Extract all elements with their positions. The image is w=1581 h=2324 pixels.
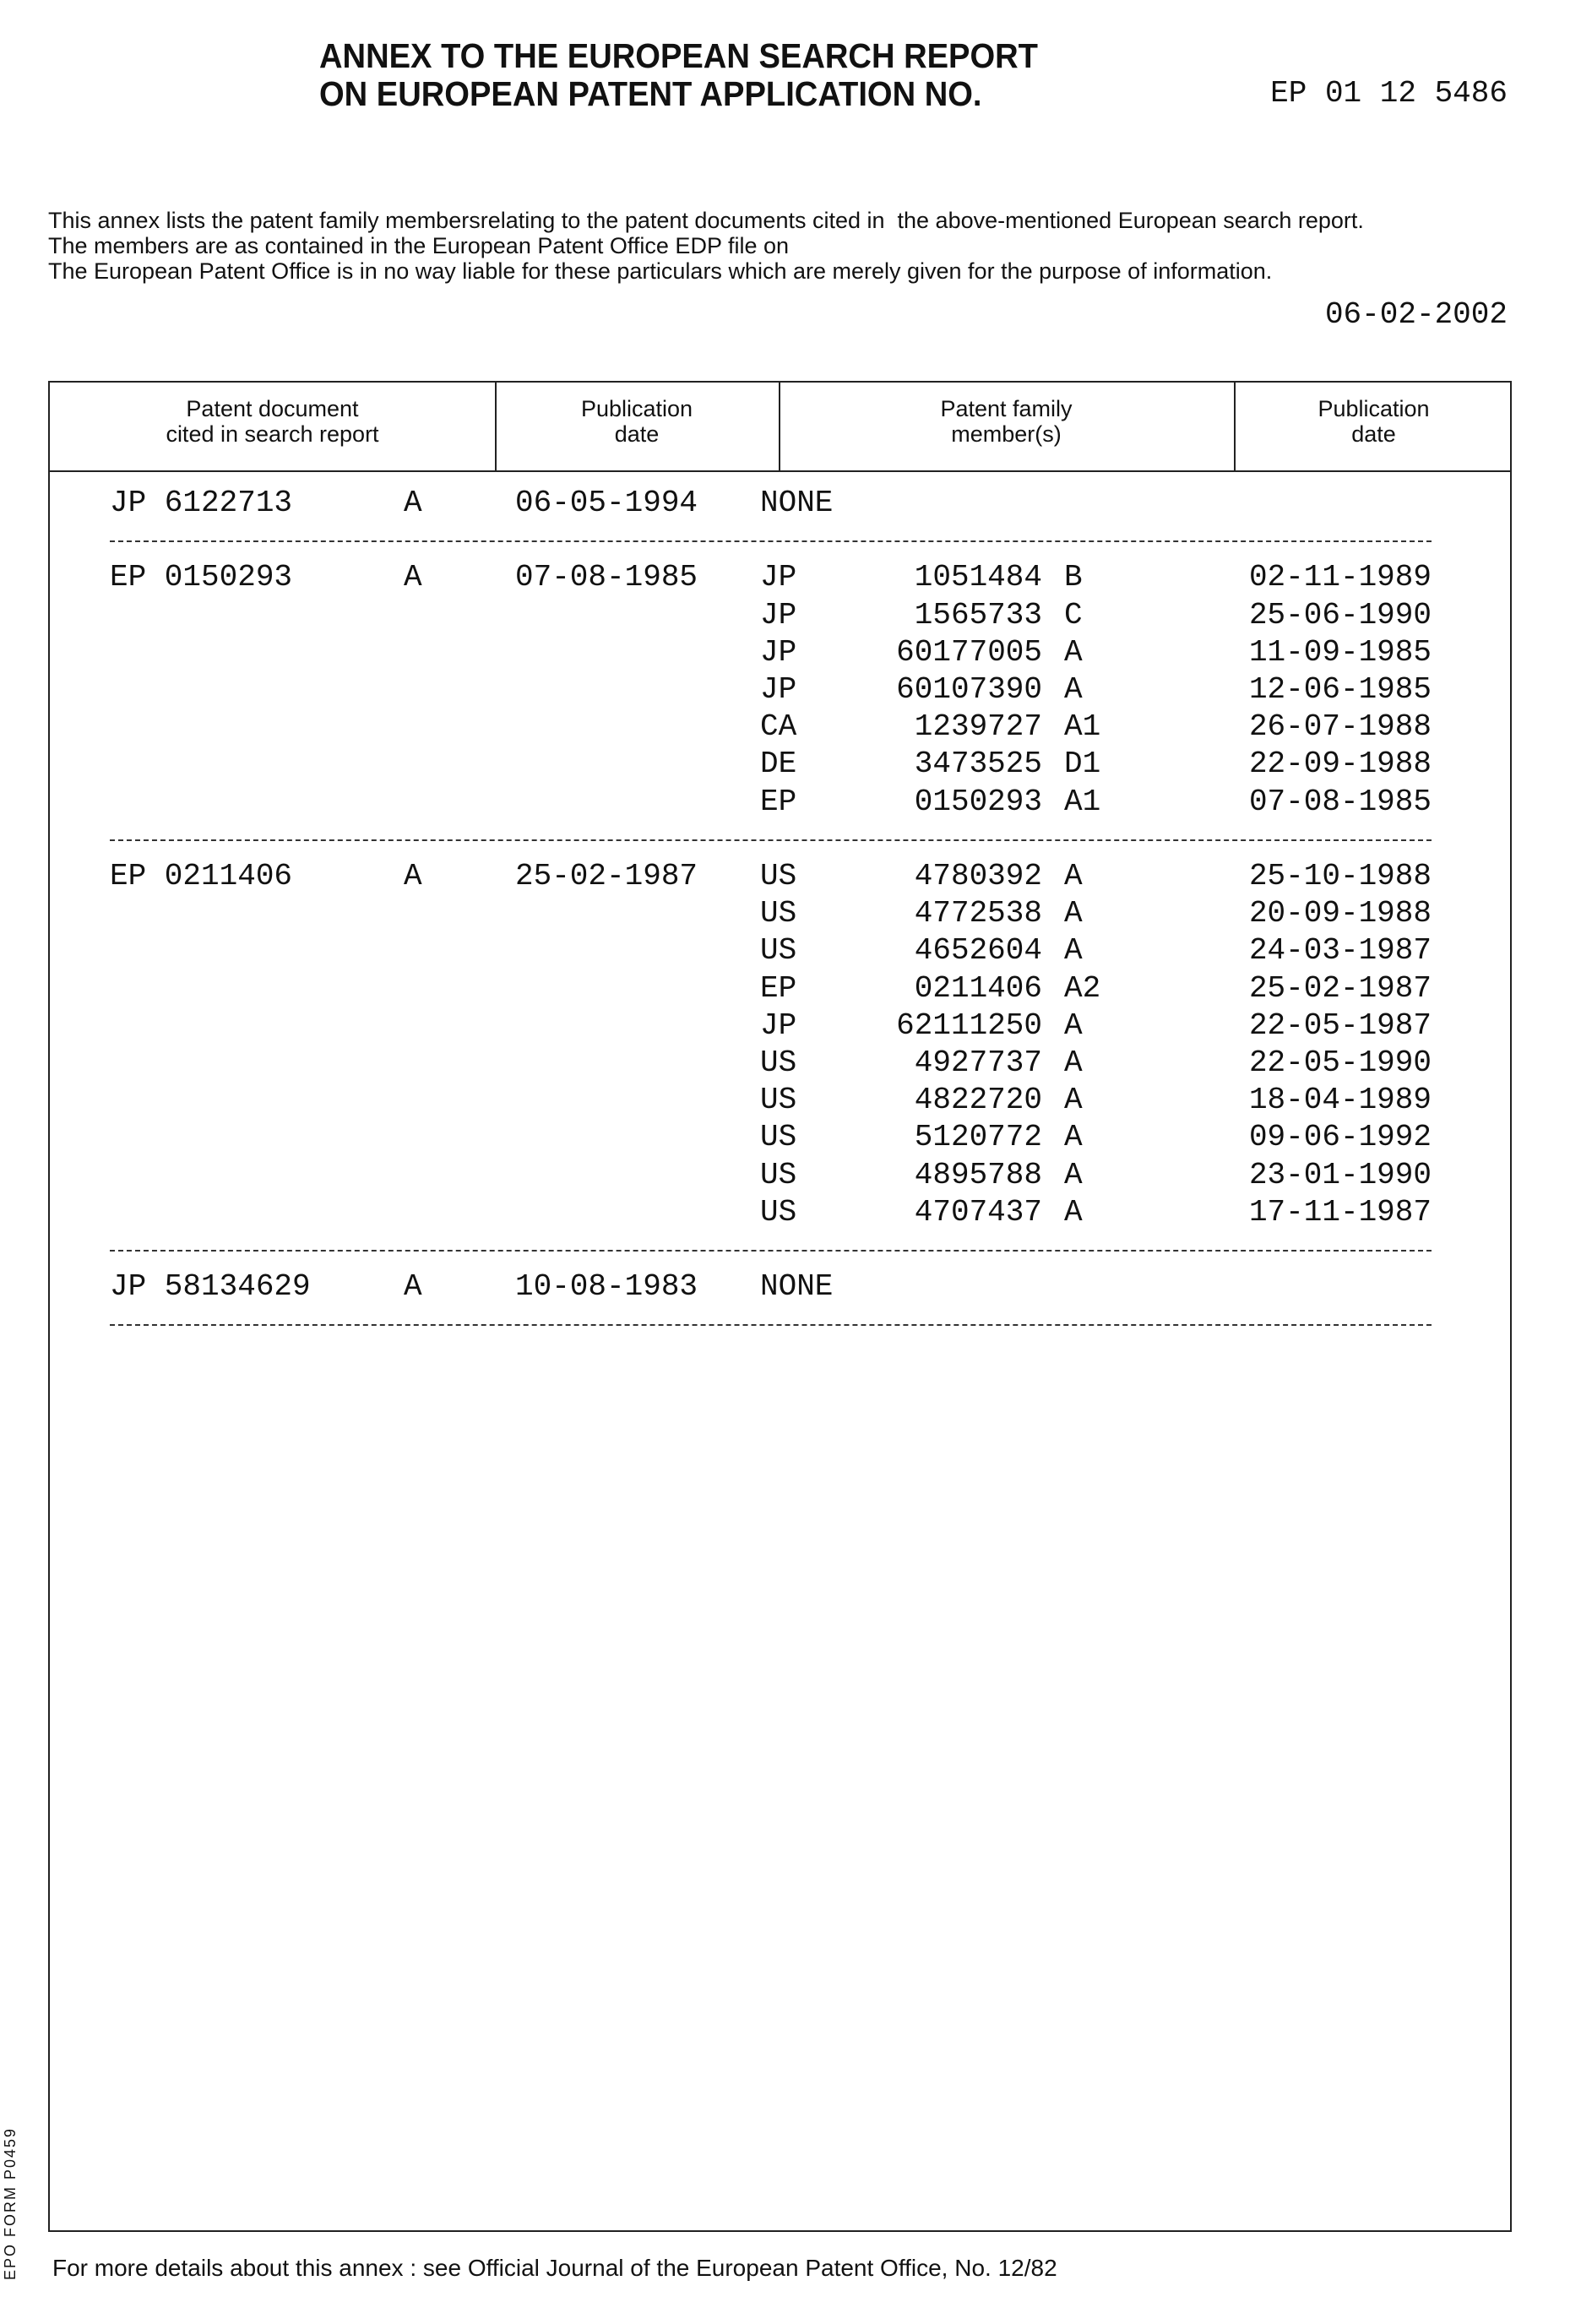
member-kind-code: A [1064,858,1083,895]
header-text: cited in search report [50,421,495,447]
member-country: JP [760,634,796,671]
intro-line-1: This annex lists the patent family membersrelating to the patent documents cited in the above-mentioned European search report. [48,208,1364,233]
member-publication-date: 11-09-1985 [1249,634,1432,671]
member-number: 0150293 [915,784,1042,821]
member-kind-code: A [1064,1082,1083,1119]
member-publication-date: 24-03-1987 [1249,932,1432,969]
member-country: JP [760,597,796,634]
header-text: Publication [495,396,779,421]
member-publication-date: 12-06-1985 [1249,671,1432,709]
member-kind-code: B [1064,559,1083,596]
member-number: 60177005 [896,634,1042,671]
member-publication-date: 22-09-1988 [1249,746,1432,783]
member-country: CA [760,709,796,746]
group-separator [110,1324,1432,1326]
cited-kind-code: A [404,559,422,596]
header-publication-date [495,396,779,447]
member-number: 5120772 [915,1119,1042,1156]
member-country: JP [760,559,796,596]
member-publication-date: 20-09-1988 [1249,895,1432,932]
member-kind-code: A [1064,1007,1083,1045]
cited-document: EP 0211406 [110,858,292,895]
member-number: 1565733 [915,597,1042,634]
group-separator [110,540,1432,542]
member-publication-date: 25-06-1990 [1249,597,1432,634]
member-publication-date: 07-08-1985 [1249,784,1432,821]
member-publication-date: 22-05-1990 [1249,1045,1432,1082]
member-kind-code: A [1064,1045,1083,1082]
member-country: US [760,1082,796,1119]
member-publication-date: 17-11-1987 [1249,1194,1432,1231]
member-publication-date: 09-06-1992 [1249,1119,1432,1156]
member-country: US [760,1194,796,1231]
member-number: 1051484 [915,559,1042,596]
member-publication-date: 22-05-1987 [1249,1007,1432,1045]
no-family-members: NONE [760,1268,833,1306]
cited-document: JP 6122713 [110,485,292,522]
header-text: Patent document [50,396,495,421]
member-number: 62111250 [896,1007,1042,1045]
cited-publication-date: 06-05-1994 [515,485,698,522]
member-country: EP [760,970,796,1007]
member-kind-code: A [1064,634,1083,671]
header-text: Publication [1234,396,1513,421]
group-separator [110,1250,1432,1252]
application-number: EP 01 12 5486 [1270,75,1508,112]
header-divider [50,470,1510,472]
cited-kind-code: A [404,485,422,522]
group-separator [110,839,1432,841]
header-text: date [1234,421,1513,447]
cited-kind-code: A [404,1268,422,1306]
cited-publication-date: 25-02-1987 [515,858,698,895]
header-text: date [495,421,779,447]
member-number: 4772538 [915,895,1042,932]
member-kind-code: A [1064,1157,1083,1194]
member-country: EP [760,784,796,821]
member-publication-date: 23-01-1990 [1249,1157,1432,1194]
member-country: US [760,1157,796,1194]
cited-kind-code: A [404,858,422,895]
member-publication-date: 25-10-1988 [1249,858,1432,895]
member-publication-date: 26-07-1988 [1249,709,1432,746]
member-kind-code: D1 [1064,746,1100,783]
member-number: 4780392 [915,858,1042,895]
member-publication-date: 02-11-1989 [1249,559,1432,596]
member-country: JP [760,1007,796,1045]
member-publication-date: 25-02-1987 [1249,970,1432,1007]
member-number: 4707437 [915,1194,1042,1231]
cited-publication-date: 10-08-1983 [515,1268,698,1306]
no-family-members: NONE [760,485,833,522]
form-id: EPO FORM P0459 [2,2127,19,2280]
header-family-publication-date [1234,396,1513,447]
member-number: 4652604 [915,932,1042,969]
title-line-1: ANNEX TO THE EUROPEAN SEARCH REPORT [319,36,1038,75]
report-date: 06-02-2002 [1325,296,1508,334]
title-line-2: ON EUROPEAN PATENT APPLICATION NO. [319,74,982,113]
header-text: member(s) [779,421,1234,447]
cited-publication-date: 07-08-1985 [515,559,698,596]
member-kind-code: C [1064,597,1083,634]
member-number: 60107390 [896,671,1042,709]
member-country: DE [760,746,796,783]
member-country: US [760,858,796,895]
member-country: US [760,1045,796,1082]
member-number: 4822720 [915,1082,1042,1119]
header-family-members [779,396,1234,447]
member-kind-code: A [1064,895,1083,932]
member-kind-code: A [1064,1119,1083,1156]
member-country: US [760,1119,796,1156]
header-cited-document [50,396,495,447]
member-kind-code: A1 [1064,784,1100,821]
member-kind-code: A2 [1064,970,1100,1007]
footer-note: For more details about this annex : see Official Journal of the European Patent Office, No. 12/82 [52,2255,1057,2282]
member-number: 4927737 [915,1045,1042,1082]
cited-document: EP 0150293 [110,559,292,596]
member-kind-code: A [1064,1194,1083,1231]
member-country: US [760,932,796,969]
member-country: JP [760,671,796,709]
member-kind-code: A [1064,932,1083,969]
member-kind-code: A1 [1064,709,1100,746]
header-text: Patent family [779,396,1234,421]
member-country: US [760,895,796,932]
member-kind-code: A [1064,671,1083,709]
intro-line-3: The European Patent Office is in no way liable for these particulars which are merely given for the purpose of information. [48,258,1272,284]
cited-document: JP 58134629 [110,1268,311,1306]
member-publication-date: 18-04-1989 [1249,1082,1432,1119]
member-number: 3473525 [915,746,1042,783]
member-number: 4895788 [915,1157,1042,1194]
intro-line-2: The members are as contained in the European Patent Office EDP file on [48,233,789,258]
member-number: 0211406 [915,970,1042,1007]
member-number: 1239727 [915,709,1042,746]
